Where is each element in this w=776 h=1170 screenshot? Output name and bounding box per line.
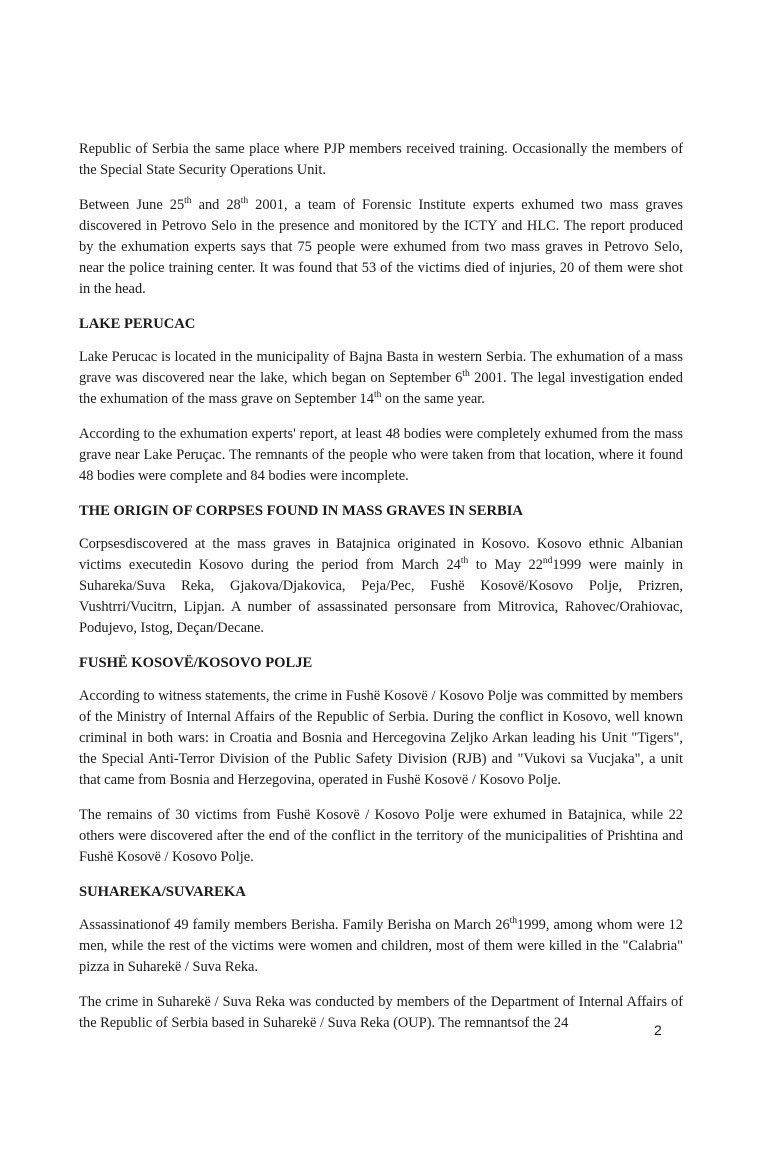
heading-fushe-kosove: FUSHË KOSOVË/KOSOVO POLJE: [79, 655, 313, 671]
heading-suhareka: SUHAREKA/SUVAREKA: [79, 884, 246, 900]
paragraph-intro: Republic of Serbia the same place where PJP members received training. Occasionally the members of the Special State Security Operations Unit.: [79, 141, 683, 178]
paragraph-exhumation-report: According to the exhumation experts' report, at least 48 bodies were completely exhumed from the mass grave near Lake Peruçac. The remnants of the people who were taken from that location, where it found 48 bodies were complete and 84 bodies were incomplete.: [79, 426, 683, 484]
heading-lake-perucac: LAKE PERUCAC: [79, 316, 196, 332]
document-body: [79, 139, 683, 1048]
paragraph-suhareka-crime: The crime in Suharekë / Suva Reka was conducted by members of the Department of Internal Affairs of the Republic of Serbia based in Suharekë / Suva Reka (OUP). The remnantsof the 24: [79, 994, 683, 1031]
paragraph-fushe-remains: The remains of 30 victims from Fushë Kosovë / Kosovo Polje were exhumed in Batajnica, while 22 others were discovered after the end of the conflict in the territory of the municipalities of Prishtina and Fushë Kosovë / Kosovo Polje.: [79, 807, 683, 865]
paragraph-petrovo-selo: Between June 25th and 28th 2001, a team of Forensic Institute experts exhumed two mass graves discovered in Petrovo Selo in the presence and monitored by the ICTY and HLC. The report produced by the exhumation experts says that 75 people were exhumed from two mass graves in Petrovo Selo, near the police training center. It was found that 53 of the victims died of injuries, 20 of them were shot in the head.: [79, 196, 683, 297]
paragraph-berisha-family: Assassinationof 49 family members Berisha. Family Berisha on March 26th1999, among whom were 12 men, while the rest of the victims were women and children, most of them were killed in the "Calabria" pizza in Suharekë / Suva Reka.: [79, 916, 683, 975]
page-number: 2: [654, 1022, 662, 1038]
heading-origin-of-corpses: THE ORIGIN OF CORPSES FOUND IN MASS GRAVES IN SERBIA: [79, 503, 523, 519]
paragraph-lake-perucac: Lake Perucac is located in the municipality of Bajna Basta in western Serbia. The exhumation of a mass grave was discovered near the lake, which began on September 6th 2001. The legal investigation ended the exhumation of the mass grave on September 14th on the same year.: [79, 349, 683, 407]
paragraph-fushe-witness: According to witness statements, the crime in Fushë Kosovë / Kosovo Polje was committed by members of the Ministry of Internal Affairs of the Republic of Serbia. During the conflict in Kosovo, well known criminal in both wars: in Croatia and Bosnia and Hercegovina Zeljko Arkan leading his Unit "Tigers", the Special Anti-Terror Division of the Public Safety Division (RJB) and "Vukovi sa Vucjaka", a unit that came from Bosnia and Herzegovina, operated in Fushë Kosovë / Kosovo Polje.: [79, 688, 683, 788]
paragraph-origin: Corpsesdiscovered at the mass graves in Batajnica originated in Kosovo. Kosovo ethnic Albanian victims executedin Kosovo during the period from March 24th to May 22nd1999 were mainly in Suhareka/Suva Reka, Gjakova/Djakovica, Peja/Pec, Fushë Kosovë/Kosovo Polje, Prizren, Vushtrri/Vucitrn, Lipjan. A number of assassinated personsare from Mitrovica, Rahovec/Orahiovac, Podujevo, Istog, Deçan/Decane.: [79, 536, 684, 636]
